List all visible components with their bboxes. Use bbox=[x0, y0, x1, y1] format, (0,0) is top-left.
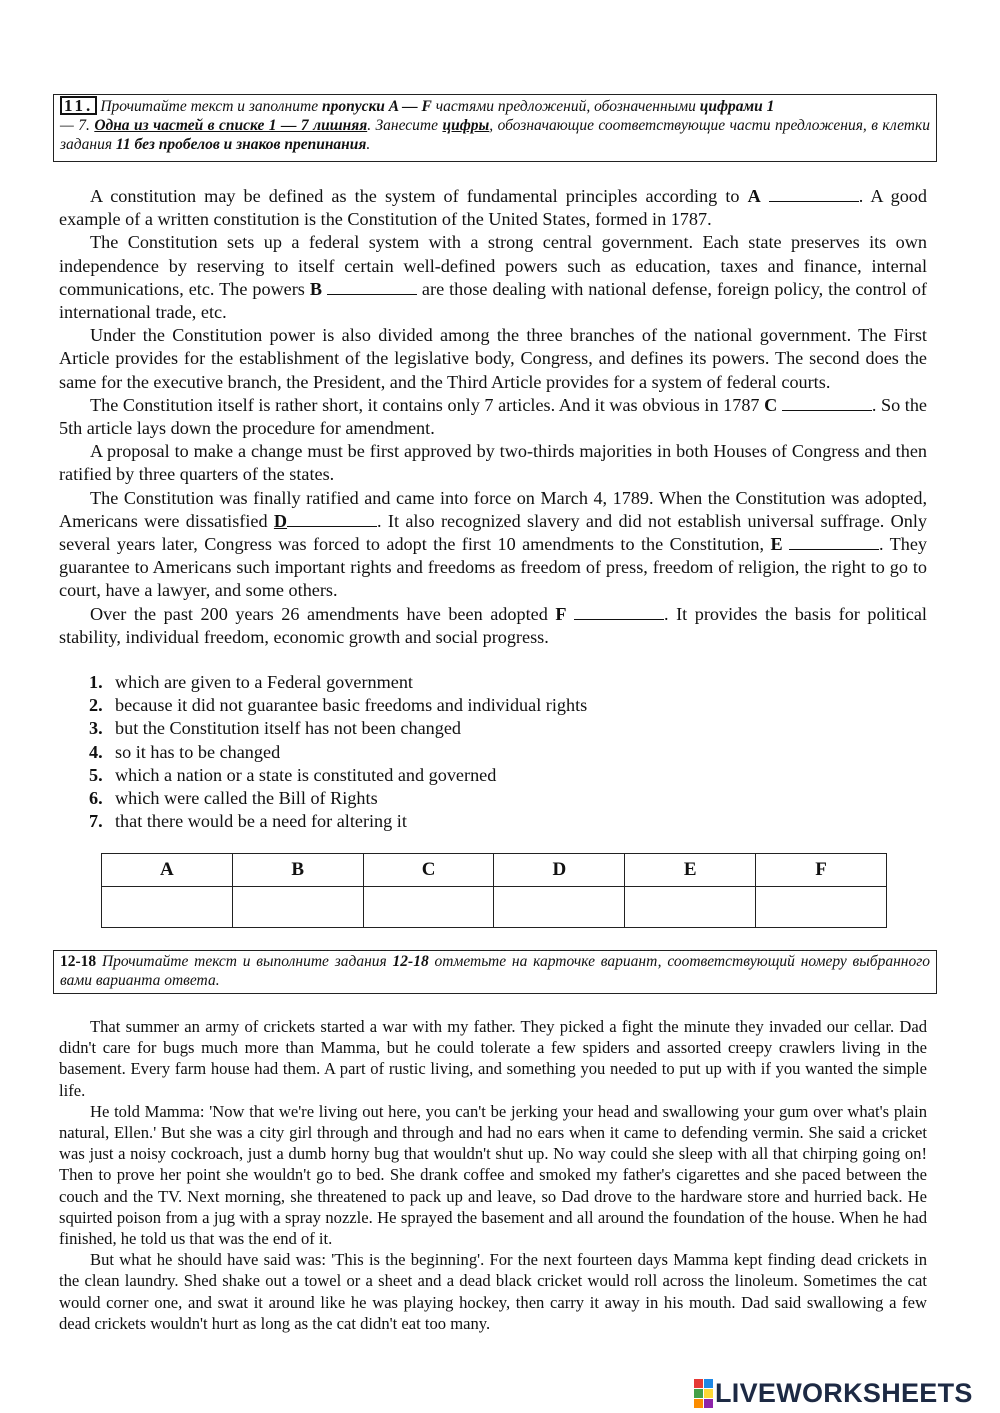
answer-cell-d[interactable] bbox=[494, 887, 625, 928]
list-item: 6. which were called the Bill of Rights bbox=[89, 788, 378, 809]
gap-label-a: A bbox=[747, 186, 761, 206]
gap-label-f: F bbox=[555, 603, 567, 624]
answer-cell-a[interactable] bbox=[102, 887, 233, 928]
table-row bbox=[102, 887, 887, 928]
gap-label-d: D bbox=[273, 510, 288, 531]
gap-b-blank[interactable] bbox=[327, 279, 417, 295]
options-list bbox=[89, 671, 587, 833]
column-header: D bbox=[494, 854, 625, 887]
table-header-row bbox=[102, 854, 887, 887]
answer-cell-e[interactable] bbox=[625, 887, 756, 928]
answer-table bbox=[101, 853, 887, 928]
gap-label-e: E bbox=[770, 534, 783, 555]
liveworksheets-logo bbox=[694, 1376, 973, 1410]
gap-e-blank[interactable] bbox=[789, 534, 879, 550]
paragraph: Over the past 200 years 26 amendments have been adopted F . It provides the basis for political stability, individual freedom, economic growth and social progress. bbox=[59, 603, 927, 647]
gap-label-c: C bbox=[764, 394, 778, 415]
logo-text: LIVEWORKSHEETS bbox=[715, 1377, 973, 1408]
paragraph: But what he should have said was: 'This is the beginning'. For the next fourteen days Mamma kept finding dead crickets in the clean laundry. Shed shake out a towel or a sheet and a dead black cricket would roll across the linoleum. Sometimes the cat would corner one, and swat it around like he was playing hockey, then carry it away in his mouth. Dad said swallowing a few dead crickets wouldn't hurt as long as the cat didn't eat too many. bbox=[59, 1250, 927, 1333]
paragraph: That summer an army of crickets started a war with my father. They picked a fight the minute they invaded our cellar. Dad didn't care for bugs much more than Mamma, but he could tolerate a few spiders and assorted creepy crawlers living in the basement. Every farm house had them. A part of rustic living, and something you needed to put up with if you wanted the simple life. bbox=[59, 1017, 927, 1100]
paragraph: A constitution may be defined as the system of fundamental principles according to A . A good example of a written constitution is the Constitution of the United States, formed in 1787. bbox=[59, 186, 927, 230]
task-11-instructions: 11. Прочитайте текст и заполните пропуски A — F частями предложений, обозначенными цифрами 1 — 7. Одна из частей в списке 1 — 7 лишняя. Занесите цифры, обозначающие соответствующие части предложения, в клетки задания 11 без пробелов и знаков препинания. bbox=[53, 94, 937, 162]
cricket-story bbox=[59, 1016, 927, 1334]
list-item: 4. so it has to be changed bbox=[89, 741, 281, 762]
column-header: B bbox=[232, 854, 363, 887]
task-12-18-instructions: 12-18 Прочитайте текст и выполните задания 12-18 отметьте на карточке вариант, соответствующий номеру выбранного вами варианта ответа. bbox=[53, 950, 937, 994]
paragraph: The Constitution sets up a federal system with a strong central government. Each state preserves its own independence by reserving to itself certain well-defined powers such as education, taxes and finance, internal communications, etc. The powers B are those dealing with national defense, foreign policy, the control of international trade, etc. bbox=[59, 232, 927, 323]
gap-a-blank[interactable] bbox=[769, 186, 859, 202]
logo-mark-icon bbox=[694, 1379, 713, 1408]
paragraph: Under the Constitution power is also divided among the three branches of the national government. The First Article provides for the establishment of the legislative body, Congress, and defines its powers. The second does the same for the executive branch, the President, and the Third Article provides for a system of federal courts. bbox=[59, 325, 927, 392]
column-header: C bbox=[363, 854, 494, 887]
list-item: 5. which a nation or a state is constituted and governed bbox=[89, 764, 497, 785]
gap-c-blank[interactable] bbox=[782, 395, 872, 411]
list-item: 2. because it did not guarantee basic freedoms and individual rights bbox=[89, 695, 588, 716]
paragraph: The Constitution was finally ratified and came into force on March 4, 1789. When the Constitution was adopted, Americans were dissatisfied D . It also recognized slavery and did not establish universal suffrage. Only several years later, Congress was forced to adopt the first 10 amendments to the Constitution, E . They guarantee to Americans such important rights and freedoms as freedom of press, freedom of religion, the right to go to court, have a lawyer, and some others. bbox=[59, 487, 928, 601]
paragraph: The Constitution itself is rather short, it contains only 7 articles. And it was obvious in 1787 C . So the 5th article lays down the procedure for amendment. bbox=[59, 394, 927, 439]
column-header: A bbox=[102, 854, 233, 887]
paragraph: He told Mamma: 'Now that we're living out here, you can't be jerking your head and swallowing your gum over what's plain natural, Ellen.' But she was a city girl through and through and had no ears when it came to defending vermin. She said a cricket was just a noisy cockroach, just a dumb horny bug that wouldn't shut up. No way could she sleep with all that chirping going on! Then to prove her point she wouldn't go to bed. She drank coffee and smoked my father's cigarettes and she paced between the couch and the TV. Next morning, she threatened to pack up and leave, so Dad drove to the hardware store and hurried back. He squirted poison from a jug with a spray nozzle. He sprayed the basement and all around the foundation of the house. When he had finished, he told us that was the end of it. bbox=[59, 1101, 927, 1249]
gap-f-blank[interactable] bbox=[574, 604, 664, 620]
paragraph: A proposal to make a change must be first approved by two-thirds majorities in both Houses of Congress and then ratified by three quarters of the states. bbox=[59, 441, 927, 485]
task-number-box: 11. bbox=[60, 96, 97, 115]
list-item: 1. which are given to a Federal government bbox=[89, 672, 413, 692]
constitution-passage bbox=[59, 185, 927, 649]
answer-cell-b[interactable] bbox=[232, 887, 363, 928]
gap-d-blank[interactable] bbox=[287, 511, 377, 527]
list-item: 3. but the Constitution itself has not been changed bbox=[89, 718, 462, 739]
list-item: 7. that there would be a need for altering it bbox=[89, 811, 407, 832]
gap-label-b: B bbox=[309, 278, 322, 299]
column-header: E bbox=[625, 854, 756, 887]
answer-cell-c[interactable] bbox=[363, 887, 494, 928]
answer-cell-f[interactable] bbox=[756, 887, 887, 928]
column-header: F bbox=[756, 854, 887, 887]
